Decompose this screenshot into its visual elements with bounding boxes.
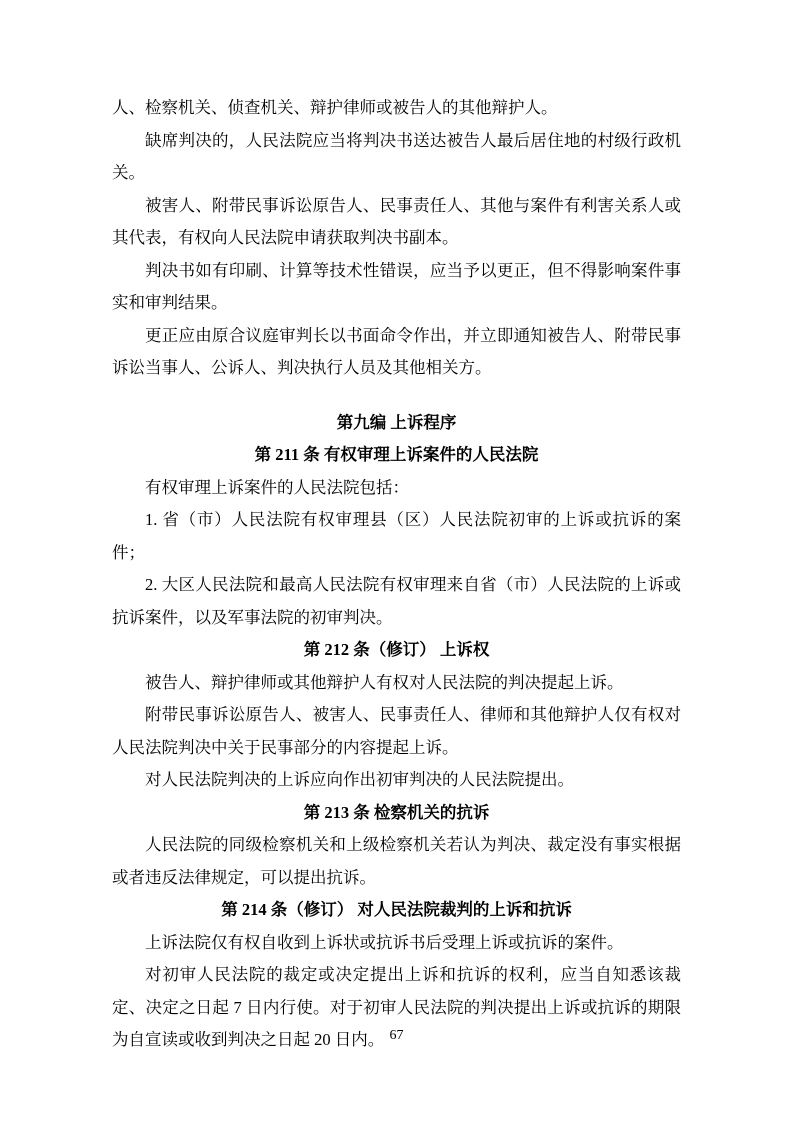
block-paragraph: 被告人、辩护律师或其他辩护人有权对人民法院的判决提起上诉。: [145, 672, 624, 692]
block-paragraph: 上诉法院仅有权自收到上诉状或抗诉书后受理上诉或抗诉的案件。: [145, 932, 624, 952]
block-paragraph: 人民法院的同级检察机关和上级检察机关若认为判决、裁定没有事实根据或者违反法律规定，可以提出抗诉。: [112, 835, 681, 887]
block-part-heading: 第九编 上诉程序: [336, 412, 457, 432]
block-paragraph: 判决书如有印刷、计算等技术性错误，应当予以更正，但不得影响案件事实和审判结果。: [112, 260, 681, 312]
block-paragraph: 被害人、附带民事诉讼原告人、民事责任人、其他与案件有利害关系人或其代表，有权向人民法院申请获取判决书副本。: [112, 195, 681, 247]
page-number: 67: [389, 1028, 404, 1043]
block-article-heading: 第 211 条 有权审理上诉案件的人民法院: [254, 445, 539, 464]
block-article-heading: 第 213 条 检察机关的抗诉: [303, 802, 490, 822]
block-article-heading: 第 212 条（修订） 上诉权: [303, 640, 490, 659]
block-paragraph: 对初审人民法院的裁定或决定提出上诉和抗诉的权利，应当自知悉该裁定、决定之日起 7 日内行使。对于初审人民法院的判决提出上诉或抗诉的期限为自宣读或收到判决之日起 20 日内。: [112, 965, 681, 1049]
block-paragraph: 有权审理上诉案件的人民法院包括：: [145, 477, 409, 497]
block-paragraph: 1. 省（市）人民法院有权审理县（区）人民法院初审的上诉或抗诉的案件；: [112, 510, 681, 562]
block-article-heading: 第 214 条（修订） 对人民法院裁判的上诉和抗诉: [221, 900, 572, 919]
block-paragraph: 缺席判决的，人民法院应当将判决书送达被告人最后居住地的村级行政机关。: [112, 130, 681, 182]
block-paragraph: 对人民法院判决的上诉应向作出初审判决的人民法院提出。: [145, 770, 574, 789]
block-paragraph: 附带民事诉讼原告人、被害人、民事责任人、律师和其他辩护人仅有权对人民法院判决中关于民事部分的内容提起上诉。: [112, 705, 681, 757]
page-content: [112, 92, 681, 1057]
block-paragraph: 2. 大区人民法院和最高人民法院有权审理来自省（市）人民法院的上诉或抗诉案件，以及军事法院的初审判决。: [112, 575, 681, 627]
block-continuation: 人、检察机关、侦查机关、辩护律师或被告人的其他辩护人。: [112, 98, 558, 117]
block-paragraph: 更正应由原合议庭审判长以书面命令作出，并立即通知被告人、附带民事诉讼当事人、公诉人、判决执行人员及其他相关方。: [112, 325, 681, 377]
